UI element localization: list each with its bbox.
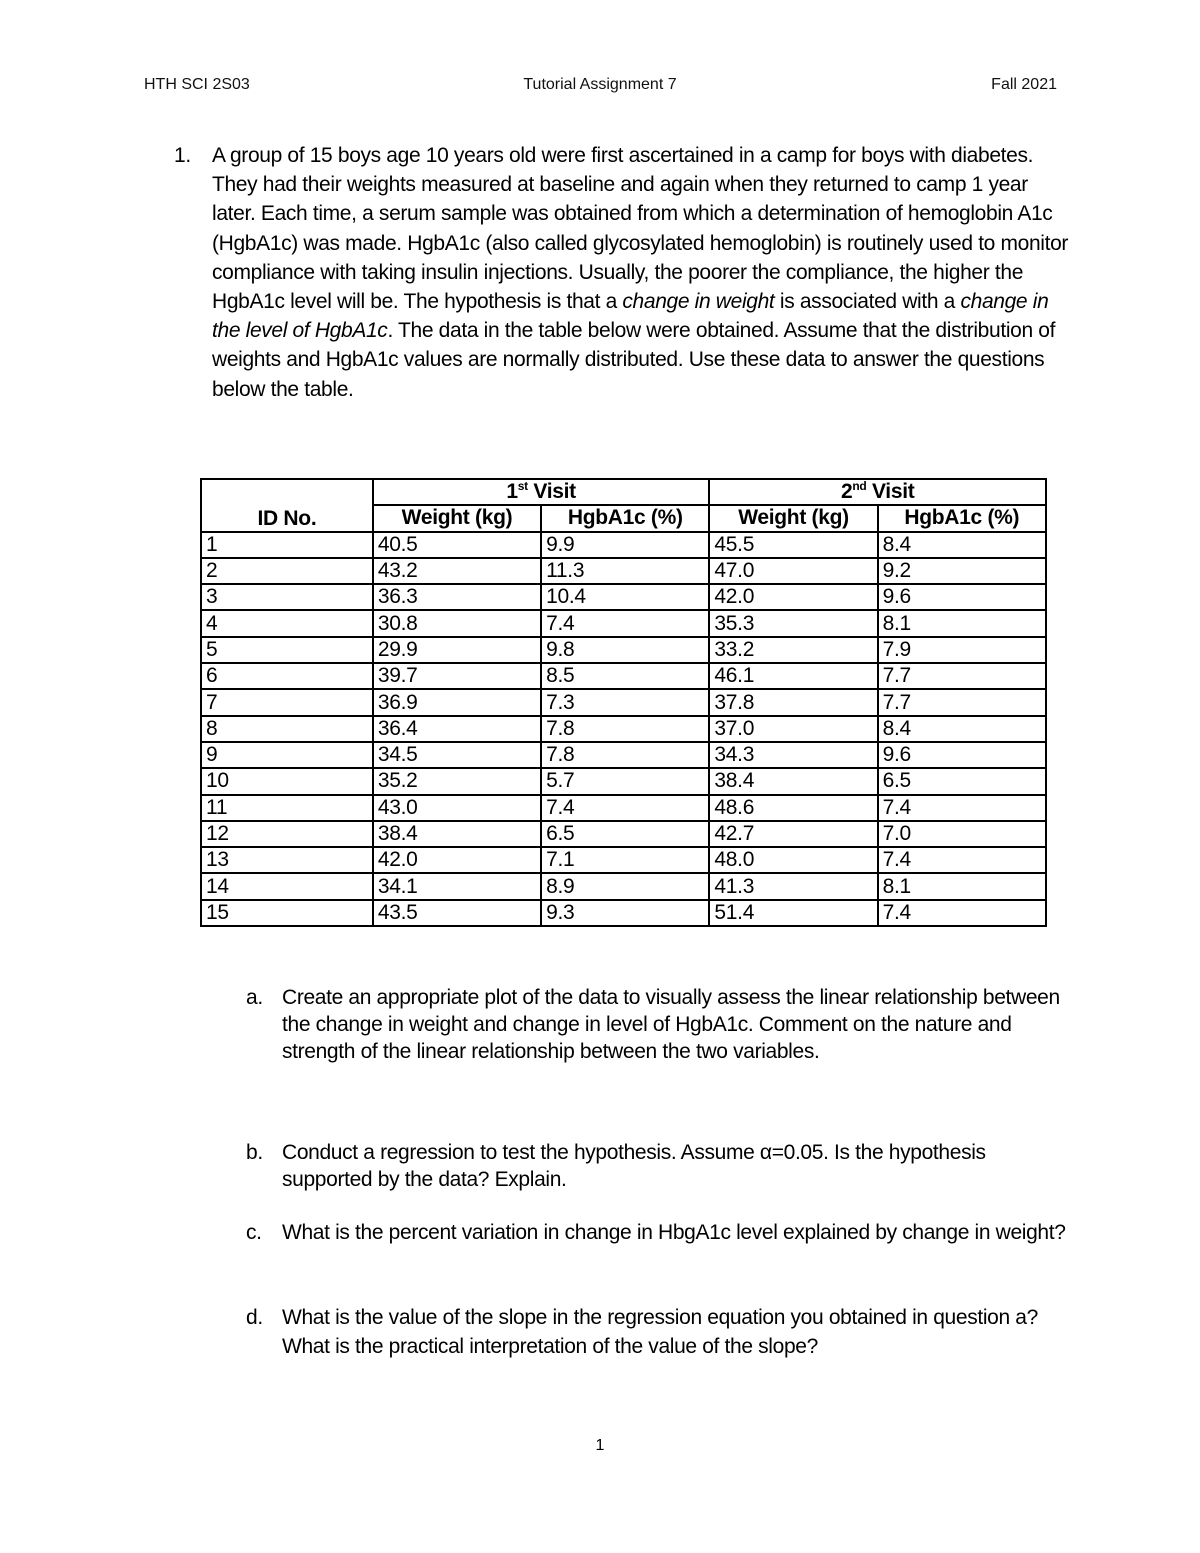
table-row [201,532,1046,558]
cell-id: 14 [201,873,373,899]
cell-weight-visit2: 42.0 [709,584,877,610]
subquestion-a [246,984,1066,1065]
cell-id: 8 [201,716,373,742]
table-row [201,847,1046,873]
cell-weight-visit1: 36.4 [373,716,541,742]
cell-id: 3 [201,584,373,610]
question-text: . The data in the table below were obtained. Assume that the distribution of weights and HgbA1c values are normally distributed. Use these data to answer the questions below the table. [212,319,1056,401]
hgba1c-column-header: HgbA1c (%) [541,505,709,531]
subquestion-text: Conduct a regression to test the hypothesis. Assume α=0.05. Is the hypothesis supported by the data? Explain. [282,1141,986,1191]
cell-hgba1c-visit2: 6.5 [878,768,1046,794]
question-1 [174,141,1074,404]
cell-weight-visit2: 47.0 [709,558,877,584]
subquestion-c [246,1219,1066,1246]
subquestion-letter: c. [246,1221,262,1244]
cell-weight-visit2: 45.5 [709,532,877,558]
cell-weight-visit1: 36.3 [373,584,541,610]
cell-hgba1c-visit2: 8.1 [878,610,1046,636]
cell-hgba1c-visit1: 7.3 [541,689,709,715]
question-text: A group of 15 boys age 10 years old were first ascertained in a camp for boys with diabetes. They had their weights measured at baseline and again when they returned to camp 1 year later. Each time, a serum sample was obtained from which a determination of hemoglobin A1c (HgbA1c) was made. HgbA1c (also called glycosylated hemoglobin) is routinely used to monitor compliance with taking insulin injections. Usually, the poorer the compliance, the higher the HgbA1c level will be. The hypothesis is that a [212,144,1069,314]
cell-hgba1c-visit2: 8.4 [878,532,1046,558]
cell-id: 12 [201,821,373,847]
cell-id: 13 [201,847,373,873]
table-row [201,716,1046,742]
cell-hgba1c-visit1: 6.5 [541,821,709,847]
hgba1c-column-header: HgbA1c (%) [878,505,1046,531]
cell-hgba1c-visit1: 7.1 [541,847,709,873]
cell-hgba1c-visit1: 8.9 [541,873,709,899]
cell-hgba1c-visit2: 7.0 [878,821,1046,847]
cell-hgba1c-visit2: 8.1 [878,873,1046,899]
weight-column-header: Weight (kg) [373,505,541,531]
emphasis-change-in-hgba1c: change in the level of HgbA1c [212,290,1049,343]
table-row [201,584,1046,610]
cell-weight-visit1: 43.5 [373,900,541,926]
table-row [201,742,1046,768]
cell-weight-visit2: 42.7 [709,821,877,847]
cell-hgba1c-visit2: 9.2 [878,558,1046,584]
cell-weight-visit2: 34.3 [709,742,877,768]
subquestion-letter: d. [246,1306,263,1329]
table-row [201,663,1046,689]
cell-weight-visit1: 35.2 [373,768,541,794]
weight-column-header: Weight (kg) [709,505,877,531]
cell-hgba1c-visit1: 7.4 [541,610,709,636]
cell-weight-visit2: 35.3 [709,610,877,636]
cell-hgba1c-visit2: 7.4 [878,900,1046,926]
subquestion-d [246,1303,1066,1361]
cell-weight-visit1: 29.9 [373,637,541,663]
cell-id: 5 [201,637,373,663]
cell-weight-visit2: 33.2 [709,637,877,663]
cell-hgba1c-visit2: 7.4 [878,847,1046,873]
table-row [201,689,1046,715]
subquestion-text: Create an appropriate plot of the data to visually assess the linear relationship between the change in weight and change in level of HgbA1c. Comment on the nature and strength of the linear relationship between the two variables. [282,986,1060,1063]
subquestion-letter: b. [246,1141,263,1164]
cell-id: 6 [201,663,373,689]
cell-weight-visit1: 34.5 [373,742,541,768]
cell-weight-visit2: 46.1 [709,663,877,689]
cell-hgba1c-visit1: 7.8 [541,742,709,768]
visit1-header: 1st Visit [373,479,710,505]
cell-weight-visit2: 51.4 [709,900,877,926]
table-row [201,558,1046,584]
cell-weight-visit1: 30.8 [373,610,541,636]
cell-hgba1c-visit2: 9.6 [878,742,1046,768]
cell-hgba1c-visit1: 11.3 [541,558,709,584]
cell-hgba1c-visit1: 9.9 [541,532,709,558]
emphasis-change-in-weight: change in weight [622,290,775,314]
cell-hgba1c-visit2: 9.6 [878,584,1046,610]
visit2-header: 2nd Visit [709,479,1046,505]
cell-weight-visit2: 41.3 [709,873,877,899]
cell-id: 15 [201,900,373,926]
cell-hgba1c-visit2: 7.9 [878,637,1046,663]
cell-id: 7 [201,689,373,715]
term-label: Fall 2021 [991,76,1057,93]
subquestion-text: What is the percent variation in change in HbgA1c level explained by change in weight? [282,1221,1066,1244]
cell-weight-visit2: 48.0 [709,847,877,873]
subquestion-letter: a. [246,986,263,1009]
table-row [201,795,1046,821]
question-body [212,141,1072,404]
question-number: 1. [174,144,191,167]
table-row [201,900,1046,926]
subquestion-text: What is the value of the slope in the regression equation you obtained in question a? What is the practical interpretation of the value of the slope? [282,1306,1038,1358]
cell-id: 9 [201,742,373,768]
cell-weight-visit1: 43.2 [373,558,541,584]
cell-id: 10 [201,768,373,794]
cell-hgba1c-visit2: 7.4 [878,795,1046,821]
cell-id: 1 [201,532,373,558]
cell-hgba1c-visit1: 5.7 [541,768,709,794]
cell-hgba1c-visit1: 7.8 [541,716,709,742]
table-header-row-visits [201,479,1046,505]
cell-hgba1c-visit1: 10.4 [541,584,709,610]
cell-hgba1c-visit1: 7.4 [541,795,709,821]
data-table [200,478,1047,927]
cell-id: 11 [201,795,373,821]
document-title: Tutorial Assignment 7 [523,76,677,93]
table-row [201,768,1046,794]
course-code: HTH SCI 2S03 [144,76,250,93]
page-header [0,72,1200,102]
table-row [201,610,1046,636]
cell-weight-visit1: 40.5 [373,532,541,558]
cell-weight-visit2: 37.8 [709,689,877,715]
question-text: is associated with a [774,290,961,314]
table-row [201,873,1046,899]
cell-id: 4 [201,610,373,636]
cell-weight-visit1: 34.1 [373,873,541,899]
cell-weight-visit2: 48.6 [709,795,877,821]
cell-weight-visit1: 43.0 [373,795,541,821]
table-row [201,637,1046,663]
cell-hgba1c-visit2: 7.7 [878,663,1046,689]
table-row [201,821,1046,847]
cell-id: 2 [201,558,373,584]
page-number: 1 [595,1437,605,1454]
subquestion-b [246,1139,1066,1193]
cell-hgba1c-visit1: 9.3 [541,900,709,926]
cell-weight-visit1: 39.7 [373,663,541,689]
cell-hgba1c-visit2: 7.7 [878,689,1046,715]
id-column-header: ID No. [201,479,373,532]
cell-weight-visit2: 38.4 [709,768,877,794]
cell-hgba1c-visit2: 8.4 [878,716,1046,742]
cell-hgba1c-visit1: 8.5 [541,663,709,689]
cell-hgba1c-visit1: 9.8 [541,637,709,663]
cell-weight-visit2: 37.0 [709,716,877,742]
cell-weight-visit1: 42.0 [373,847,541,873]
cell-weight-visit1: 36.9 [373,689,541,715]
cell-weight-visit1: 38.4 [373,821,541,847]
